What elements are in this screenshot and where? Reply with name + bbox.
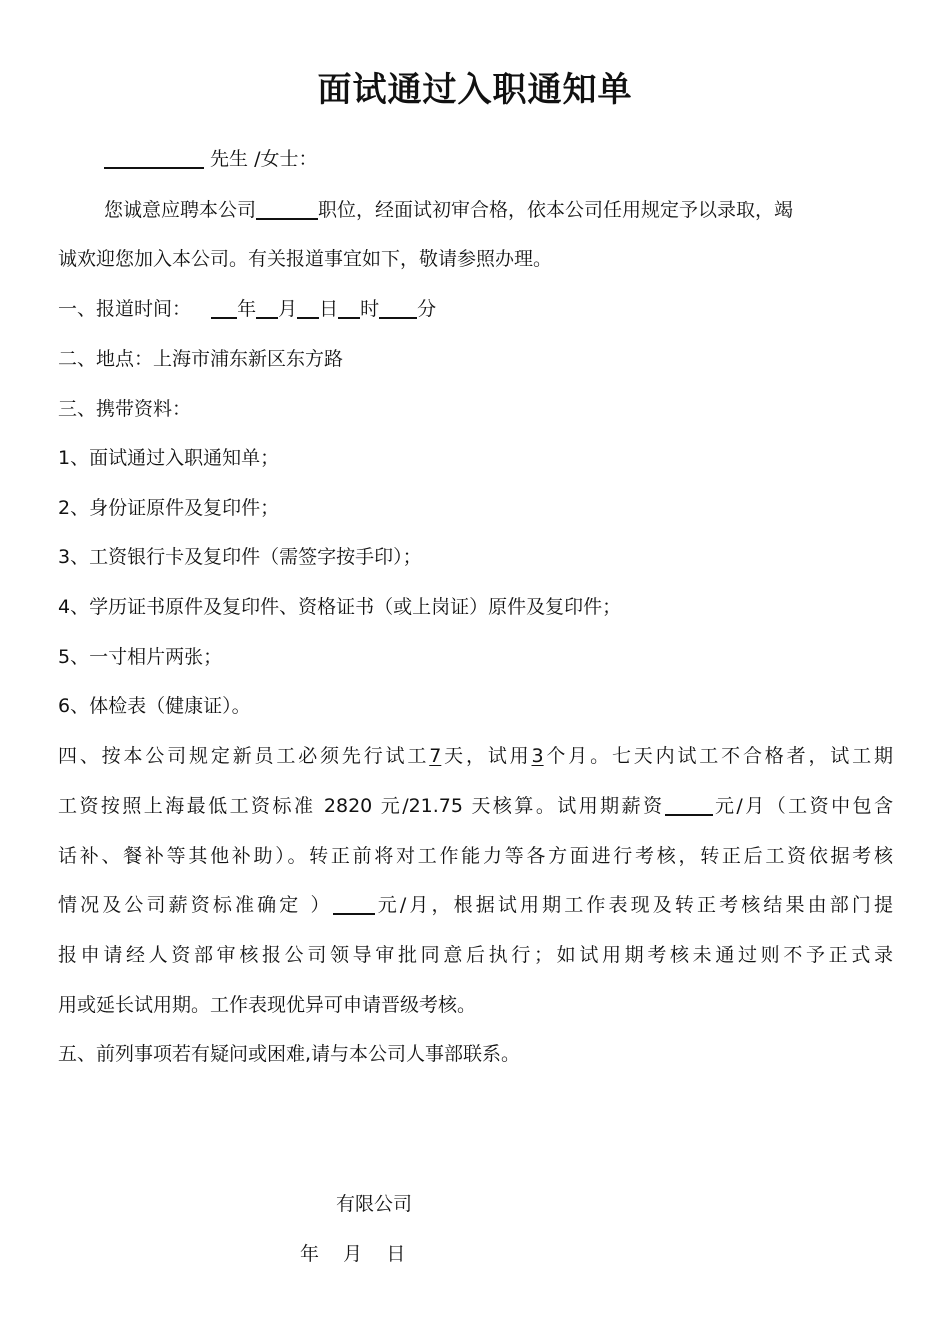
signature-date: 年 月 日 xyxy=(300,1243,406,1265)
probation-line-4 xyxy=(58,892,893,918)
probation-line-2 xyxy=(58,793,893,819)
company-signature: 有限公司 xyxy=(336,1193,413,1215)
probation-text: 工资按照上海最低工资标准 2820 元/21.75 天核算。试用期薪资 xyxy=(58,795,665,817)
day-blank xyxy=(297,297,319,319)
material-item: 1、面试通过入职通知单； xyxy=(58,447,280,469)
intro-text-1: 您诚意应聘本公司 xyxy=(104,199,257,221)
material-item: 6、体检表（健康证）。 xyxy=(58,695,251,717)
contact-line: 五、前列事项若有疑问或困难,请与本公司人事部联系。 xyxy=(58,1043,521,1065)
trial-days-value: 7 xyxy=(429,745,442,767)
probation-line-6: 用或延长试用期。工作表现优异可申请晋级考核。 xyxy=(58,994,477,1016)
intro-text-2: 职位，经面试初审合格，依本公司任用规定予以录取，竭 xyxy=(318,199,794,221)
day-label: 日 xyxy=(319,298,339,320)
month-label: 月 xyxy=(278,298,298,320)
minute-label: 分 xyxy=(417,298,437,320)
intro-line-2: 诚欢迎您加入本公司。有关报道事宜如下，敬请参照办理。 xyxy=(58,248,553,270)
minute-blank xyxy=(379,297,417,319)
probation-months-value: 3 xyxy=(531,745,544,767)
material-item: 4、学历证书原件及复印件、资格证书（或上岗证）原件及复印件； xyxy=(58,596,622,618)
probation-salary-blank xyxy=(665,794,713,816)
document-title: 面试通过入职通知单 xyxy=(317,70,633,110)
material-item: 3、工资银行卡及复印件（需签字按手印）； xyxy=(58,546,422,568)
salutation-line xyxy=(104,146,893,172)
report-time-line xyxy=(58,296,893,322)
materials-heading: 三、携带资料： xyxy=(58,398,192,420)
probation-line-5: 报申请经人资部审核报公司领导审批同意后执行；如试用期考核未通过则不予正式录 xyxy=(58,944,893,966)
salutation-text: 先生 /女士： xyxy=(210,148,318,170)
location-line: 二、地点：上海市浦东新区东方路 xyxy=(58,348,344,370)
probation-text: 个月。七天内试工不合格者，试工期 xyxy=(543,745,893,767)
probation-line-1 xyxy=(58,743,893,769)
regular-salary-blank xyxy=(333,893,375,915)
hour-label: 时 xyxy=(360,298,380,320)
name-blank xyxy=(104,147,204,169)
year-blank xyxy=(211,297,237,319)
probation-text: 元/月（工资中包含 xyxy=(712,795,893,817)
month-blank xyxy=(256,297,278,319)
material-item: 5、一寸相片两张； xyxy=(58,646,223,668)
report-time-label: 一、报道时间： xyxy=(58,298,192,320)
intro-line-1 xyxy=(104,197,893,223)
position-blank xyxy=(256,198,318,220)
probation-text: 元/月，根据试用期工作表现及转正考核结果由部门提 xyxy=(374,894,893,916)
probation-line-3: 话补、餐补等其他补助）。转正前将对工作能力等各方面进行考核，转正后工资依据考核 xyxy=(58,845,893,867)
probation-text: 情况及公司薪资标准确定 ） xyxy=(58,894,333,916)
material-item: 2、身份证原件及复印件； xyxy=(58,497,280,519)
probation-text: 四、按本公司规定新员工必须先行试工 xyxy=(58,745,430,767)
probation-text: 天，试用 xyxy=(441,745,532,767)
hour-blank xyxy=(338,297,360,319)
year-label: 年 xyxy=(237,298,257,320)
